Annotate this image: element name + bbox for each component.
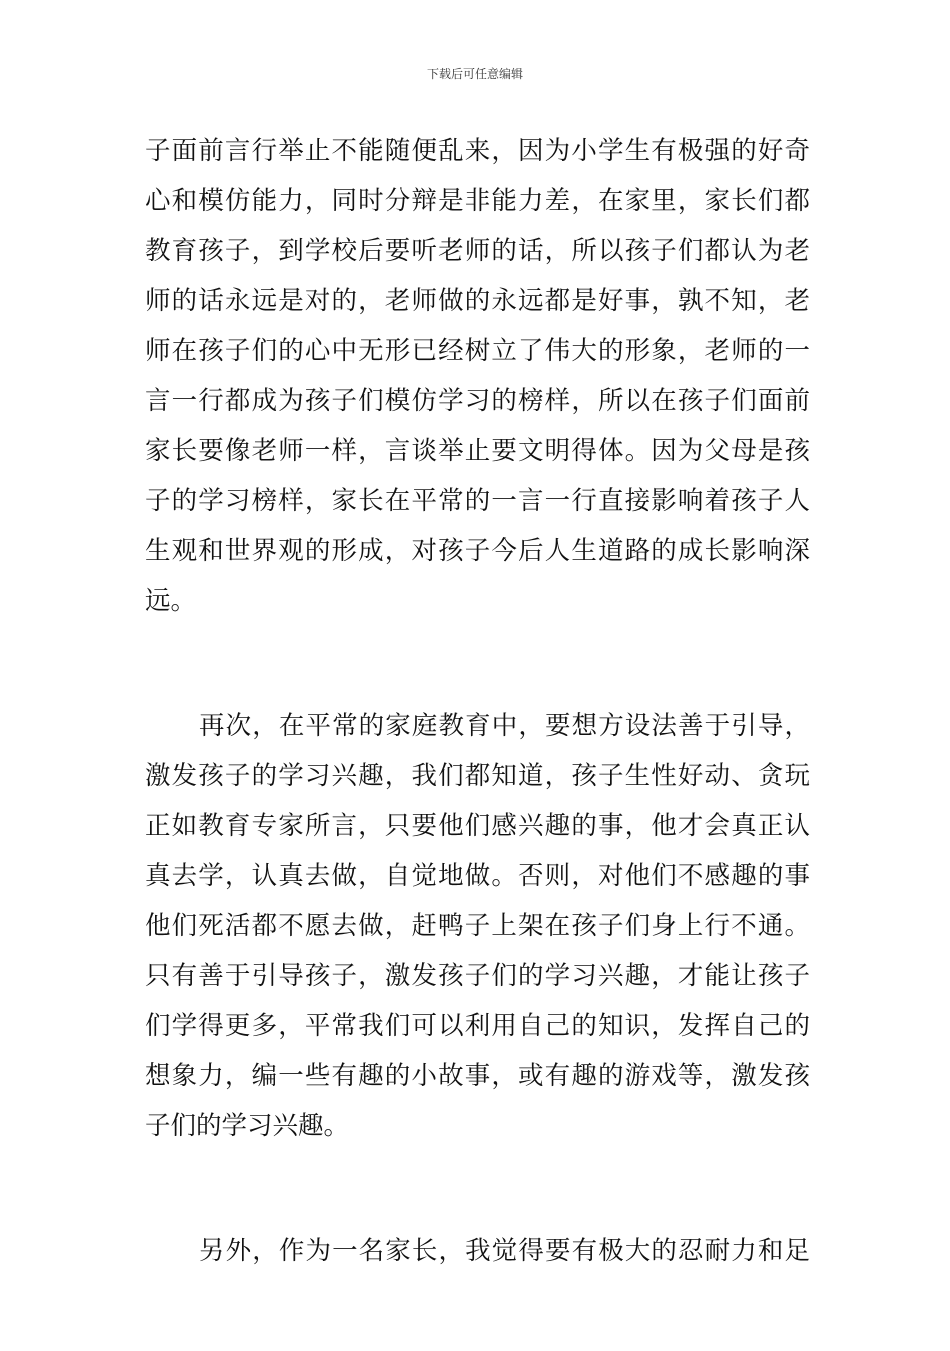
text-line: 激发孩子的学习兴趣，我们都知道，孩子生性好动、贪玩: [145, 761, 810, 791]
text-line: 想象力，编一些有趣的小故事，或有趣的游戏等，激发孩: [145, 1061, 810, 1091]
paragraph-3: [145, 1226, 810, 1276]
text-line: 生观和世界观的形成，对孩子今后人生道路的成长影响深: [145, 536, 810, 566]
paragraph-1: [145, 126, 810, 626]
text-line: 他们死活都不愿去做，赶鸭子上架在孩子们身上行不通。: [145, 911, 810, 941]
text-line: 教育孩子，到学校后要听老师的话，所以孩子们都认为老: [145, 236, 810, 266]
text-line: 正如教育专家所言，只要他们感兴趣的事，他才会真正认: [145, 811, 810, 841]
text-line: 再次，在平常的家庭教育中，要想方设法善于引导，: [199, 711, 810, 741]
page-header: 下载后可任意编辑: [426, 67, 523, 81]
text-line: 心和模仿能力，同时分辩是非能力差，在家里，家长们都: [145, 186, 810, 216]
paragraph-2: [145, 701, 810, 1151]
text-line: 们学得更多，平常我们可以利用自己的知识，发挥自己的: [145, 1011, 810, 1041]
document-body: [145, 126, 810, 1351]
text-line: 子面前言行举止不能随便乱来，因为小学生有极强的好奇: [145, 136, 810, 166]
text-line: 远。: [145, 586, 197, 616]
text-line: 另外，作为一名家长，我觉得要有极大的忍耐力和足: [199, 1236, 810, 1266]
text-line: 言一行都成为孩子们模仿学习的榜样，所以在孩子们面前: [145, 386, 810, 416]
text-line: 真去学，认真去做，自觉地做。否则，对他们不感趣的事: [145, 861, 810, 891]
text-line: 家长要像老师一样，言谈举止要文明得体。因为父母是孩: [145, 436, 810, 466]
text-line: 师在孩子们的心中无形已经树立了伟大的形象，老师的一: [145, 336, 810, 366]
text-line: 师的话永远是对的，老师做的永远都是好事，孰不知，老: [145, 286, 810, 316]
text-line: 子的学习榜样，家长在平常的一言一行直接影响着孩子人: [145, 486, 810, 516]
text-line: 子们的学习兴趣。: [145, 1111, 350, 1141]
text-line: 只有善于引导孩子，激发孩子们的学习兴趣，才能让孩子: [145, 961, 810, 991]
